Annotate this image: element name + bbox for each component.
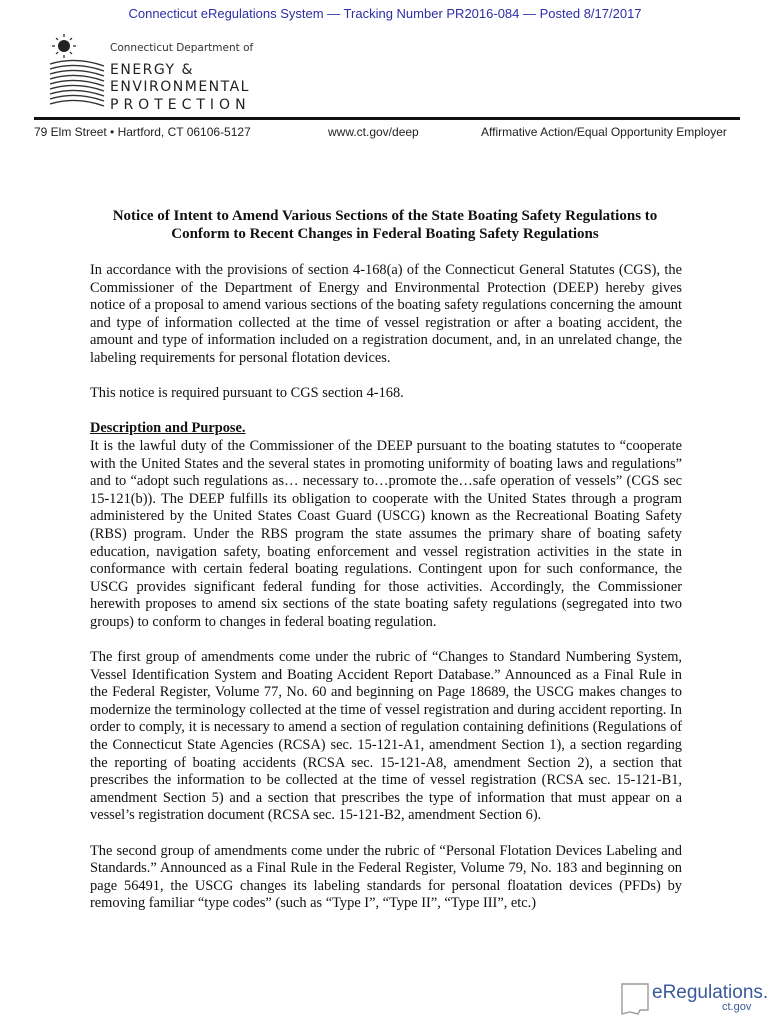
logo-energy-text: ENERGY & xyxy=(110,62,194,78)
sun-icon xyxy=(52,34,76,58)
section-heading: Description and Purpose. xyxy=(90,420,246,437)
logo-protection-text: PROTECTION xyxy=(110,97,251,113)
title-line-1: Notice of Intent to Amend Various Sections of the State Boating Safety Regulations to xyxy=(112,208,658,224)
first-group-paragraph: The first group of amendments come under the rubric of “Changes to Standard Numbering System, Vessel Identification System and Boating Accident Report Database.” Announced as a Final Rule in the Federal Register, Volume 77, No. 60 and beginning on Page 18689, the USCG makes changes to modernize the terminology collected at the time of vessel registration and during accident reporting. In order to comply, it is necessary to amend a section of regulation containing definitions (Regulations of the Connecticut State Agencies (RCSA) sec. 15-121-A1, amendment Section 1), a section regarding the reporting of boating accidents (RCSA sec. 15-121-A8, amendment Section 2), a section that prescribes the information to be collected at the time of vessel registration (RCSA sec. 15-121-B1, amendment Section 5) and a section that prescribes the type of information that must appear on a vessel’s registration document (RCSA sec. 15-121-B2, amendment Section 6). xyxy=(90,649,682,824)
intro-paragraph: In accordance with the provisions of section 4-168(a) of the Connecticut General Statutes (CGS), the Commissioner of the Department of Energy and Environmental Protection (DEEP) hereby gives notice of a proposal to amend various sections of the boating safety regulations concerning the amount and type of information collected at the time of vessel registration or after a boating accident, the amount and type of information included on a registration document, and, in an unrelated change, the labeling requirements for personal flotation devices. xyxy=(90,262,682,366)
employer-statement: Affirmative Action/Equal Opportunity Employer xyxy=(481,125,727,139)
eregulations-logo-subtext: ct.gov xyxy=(722,1001,752,1013)
eregulations-logo-text: eRegulations. xyxy=(652,982,769,1003)
purpose-paragraph: It is the lawful duty of the Commissioner of the DEEP pursuant to the boating statutes to “cooperate with the United States and the several states in promoting uniformity of boating laws and regulations” and to “adopt such regulations as… necessary to…promote the…safe operation of vessels” (CGS sec 15-121(b)). The DEEP fulfills its obligation to cooperate with the United States through a program administered by the United States Coast Guard (USCG) known as the Recreational Boating Safety (RBS) program. Under the RBS program the state assumes the primary share of boating safety education, navigation safety, boating enforcement and vessel registration activities in the state in conformance with certain federal boating regulations. Contingent upon for such conformance, the USCG provides significant federal funding for those activities. Accordingly, the Commissioner herewith proposes to amend six sections of the state boating safety regulations (segregated into two groups) to conform to changes in federal boating regulation. xyxy=(90,437,682,630)
waves-icon xyxy=(50,60,104,106)
logo-department-text: Connecticut Department of xyxy=(110,42,254,54)
website-link[interactable]: www.ct.gov/deep xyxy=(328,125,419,139)
requirement-paragraph: This notice is required pursuant to CGS section 4-168. xyxy=(90,385,404,402)
title-line-2: Conform to Recent Changes in Federal Boating Safety Regulations xyxy=(171,226,599,242)
notice-body xyxy=(90,262,682,931)
tracking-line: Connecticut eRegulations System — Tracking Number PR2016-084 — Posted 8/17/2017 xyxy=(128,6,642,21)
ct-state-outline-icon xyxy=(622,984,648,1014)
second-group-paragraph: The second group of amendments come under the rubric of “Personal Flotation Devices Labeling and Standards.” Announced as a Final Rule in the Federal Register, Volume 79, No. 183 and beginning on page 56491, the USCG changes its labeling standards for personal floatation devices (PFDs) by removing familiar “type codes” (such as “Type I”, “Type II”, “Type III”, etc.) xyxy=(90,842,682,912)
logo-environmental-text: ENVIRONMENTAL xyxy=(110,79,250,95)
notice-title xyxy=(60,207,710,243)
street-address: 79 Elm Street • Hartford, CT 06106-5127 xyxy=(34,125,251,139)
header-divider xyxy=(34,117,740,120)
